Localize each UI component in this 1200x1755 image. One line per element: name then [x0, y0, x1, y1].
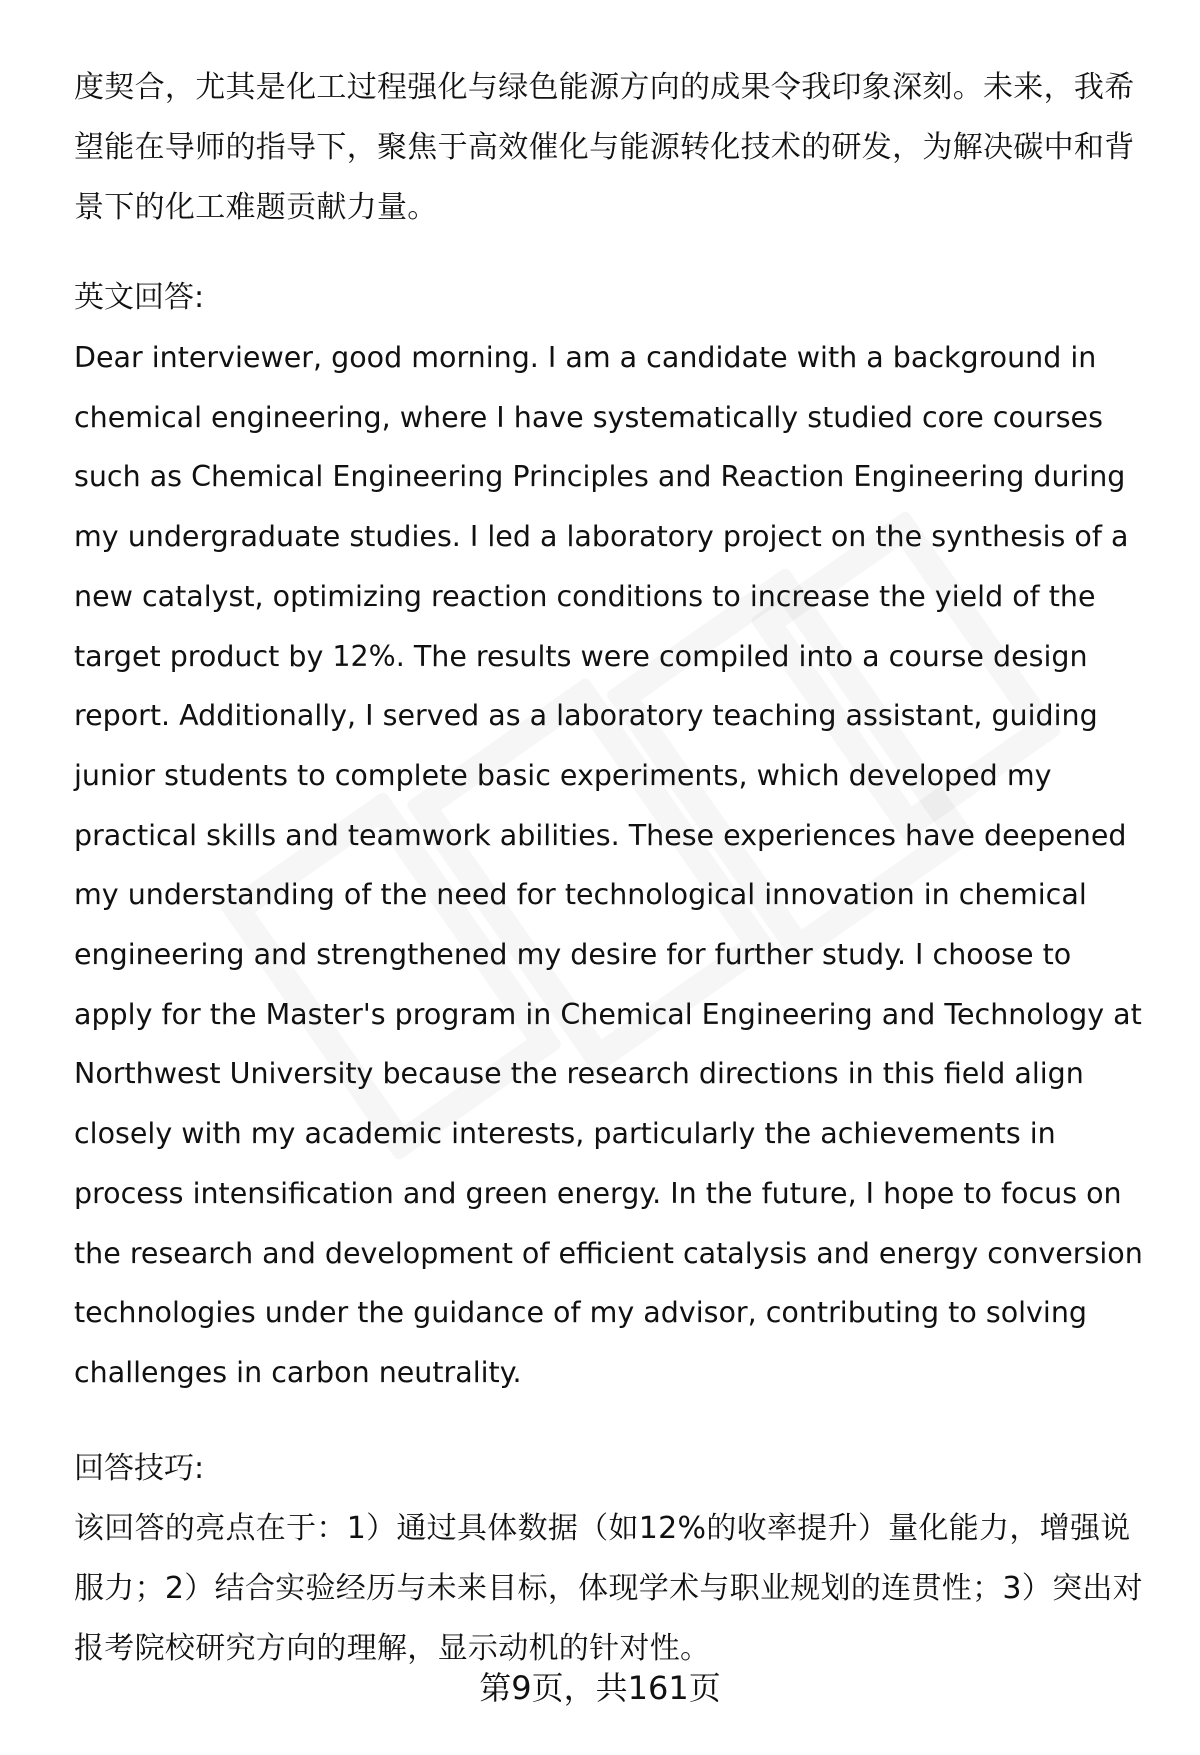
english-answer-paragraph: Dear interviewer, good morning. I am a candidate with a background in chemical engineering, where I have systematically studied core courses such as Chemical Engineering Principles and Reaction Engineering during my undergraduate studies. I led a laboratory project on the synthesis of a new catalyst, optimizing reaction conditions to increase the yield of the target product by 12%. The results were compiled into a course design report. Additionally, I served as a laboratory teaching assistant, guiding junior students to complete basic experiments, which developed my practical skills and teamwork abilities. These experiences have deepened my understanding of the need for technological innovation in chemical engineering and strengthened my desire for further study. I choose to apply for the Master's program in Chemical Engineering and Technology at Northwest University because the research directions in this field align closely with my academic interests, particularly the achievements in process intensification and green energy. In the future, I hope to focus on the research and development of efficient catalysis and energy conversion technologies under the guidance of my advisor, contributing to solving challenges in carbon neutrality.: [74, 341, 1143, 1389]
page-indicator: 第9页，共161页: [479, 1669, 721, 1707]
english-answer-label: 英文回答:: [74, 280, 205, 315]
tips-paragraph: 该回答的亮点在于：1）通过具体数据（如12%的收率提升）量化能力，增强说服力；2）结合实验经历与未来目标，体现学术与职业规划的连贯性；3）突出对报考院校研究方向的理解，显示动机的针对性。: [74, 1510, 1143, 1666]
intro-paragraph: 度契合，尤其是化工过程强化与绿色能源方向的成果令我印象深刻。未来，我希望能在导师的指导下，聚焦于高效催化与能源转化技术的研发，为解决碳中和背景下的化工难题贡献力量。: [74, 70, 1135, 225]
tips-label: 回答技巧:: [74, 1450, 205, 1486]
document-body: [74, 58, 1154, 1679]
